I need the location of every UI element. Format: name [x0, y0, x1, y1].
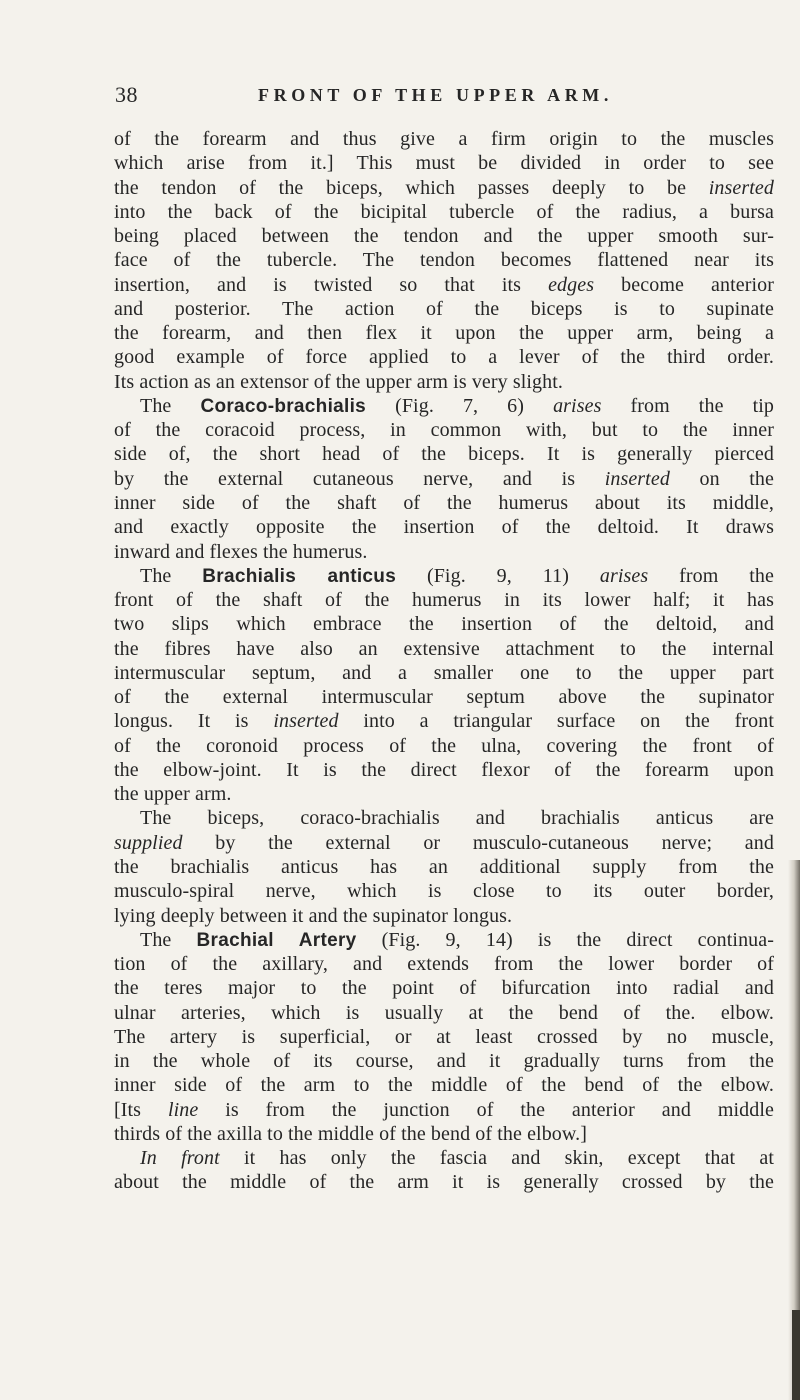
text-run: insertion, and is twisted so that its	[114, 273, 549, 296]
text-line	[114, 491, 774, 515]
text-run: into the back of the bicipital tubercle of the radius, a bursa	[114, 200, 774, 223]
text-run: (Fig. 7, 6)	[366, 394, 554, 417]
text-run: face of the tubercle. The tendon becomes flattened near its	[114, 249, 774, 272]
text-run: Its action as an extensor of the upper arm is very slight.	[114, 370, 564, 393]
text-run: about the middle of the arm it is generally crossed by the	[114, 1171, 774, 1194]
text-line	[114, 540, 774, 564]
italic-term: inserted	[604, 467, 670, 490]
text-line	[114, 709, 774, 733]
text-line	[114, 248, 774, 272]
text-line	[114, 321, 774, 345]
text-run: the upper arm.	[114, 783, 232, 806]
text-run: lying deeply between it and the supinator longus.	[114, 904, 513, 927]
text-run: tion of the axillary, and extends from the lower border of	[114, 953, 774, 976]
text-run: inner side of the arm to the middle of the bend of the elbow.	[114, 1074, 774, 1097]
text-line	[114, 1025, 774, 1049]
text-run: side of, the short head of the biceps. It is generally pierced	[114, 443, 774, 466]
text-run: of the coronoid process of the ulna, covering the front of	[114, 734, 774, 757]
text-run: the fibres have also an extensive attachment to the internal	[114, 637, 774, 660]
text-run: front of the shaft of the humerus in its lower half; it has	[114, 589, 774, 612]
text-run: is from the junction of the anterior and middle	[198, 1098, 774, 1121]
italic-term: In front	[140, 1147, 220, 1170]
italic-term: arises	[599, 564, 649, 587]
text-run: the teres major to the point of bifurcation into radial and	[114, 977, 774, 1000]
text-run: (Fig. 9, 14) is the direct continua-	[356, 928, 775, 951]
text-run: being placed between the tendon and the upper smooth sur-	[114, 225, 774, 248]
text-line	[114, 1098, 774, 1122]
text-line	[114, 1146, 774, 1170]
text-run: become anterior	[594, 273, 774, 296]
text-line	[114, 976, 774, 1000]
italic-term: arises	[553, 394, 602, 417]
text-line	[114, 612, 774, 636]
text-run: into a triangular surface on the front	[338, 710, 775, 733]
text-line	[114, 904, 774, 928]
text-run: two slips which embrace the insertion of the deltoid, and	[114, 613, 774, 636]
text-line	[114, 637, 774, 661]
text-line	[114, 588, 774, 612]
text-line	[114, 1001, 774, 1025]
text-run: by the external or musculo-cutaneous nerve; and	[182, 831, 774, 854]
text-run: ulnar arteries, which is usually at the bend of the. elbow.	[114, 1001, 774, 1024]
text-line	[114, 127, 774, 151]
text-run: the forearm, and then flex it upon the upper arm, being a	[114, 322, 774, 345]
text-run: thirds of the axilla to the middle of the bend of the elbow.]	[114, 1122, 588, 1145]
text-run: musculo-spiral nerve, which is close to its outer border,	[114, 880, 774, 903]
text-line	[114, 442, 774, 466]
italic-term: edges	[548, 273, 595, 296]
text-line	[114, 806, 774, 830]
text-run: the tendon of the biceps, which passes deeply to be	[114, 176, 709, 199]
text-run: longus. It is	[114, 710, 274, 733]
text-line	[114, 879, 774, 903]
text-line	[114, 928, 774, 952]
italic-term: inserted	[708, 176, 774, 199]
text-line	[114, 952, 774, 976]
text-run: The	[140, 394, 201, 417]
text-line	[114, 394, 774, 418]
muscle-heading: Brachialis anticus	[202, 565, 397, 587]
italic-term: inserted	[273, 710, 339, 733]
text-line	[114, 758, 774, 782]
text-run: inward and flexes the humerus.	[114, 540, 368, 563]
body-text	[114, 127, 774, 1195]
text-line	[114, 1073, 774, 1097]
text-run: The artery is superficial, or at least crossed by no muscle,	[114, 1025, 774, 1048]
text-line	[114, 273, 774, 297]
text-line	[114, 515, 774, 539]
text-run: on the	[669, 467, 774, 490]
text-line	[114, 176, 774, 200]
text-run: The biceps, coraco-brachialis and brachialis anticus are	[140, 807, 774, 830]
text-run: of the coracoid process, in common with, but to the inner	[114, 419, 774, 442]
text-run: in the whole of its course, and it gradually turns from the	[114, 1050, 774, 1073]
italic-term: supplied	[114, 831, 183, 854]
page-number: 38	[115, 82, 138, 107]
text-run: (Fig. 9, 11)	[396, 564, 600, 587]
text-run: of the external intermuscular septum above the supinator	[114, 686, 774, 709]
text-line	[114, 734, 774, 758]
text-line	[114, 1170, 774, 1194]
text-line	[114, 418, 774, 442]
text-run: of the forearm and thus give a firm origin to the muscles	[114, 128, 774, 150]
text-run: the brachialis anticus has an additional supply from the	[114, 855, 774, 878]
text-line	[114, 1122, 774, 1146]
muscle-heading: Brachial Artery	[196, 929, 357, 951]
text-line	[114, 467, 774, 491]
text-line	[114, 370, 774, 394]
text-run: inner side of the shaft of the humerus about its middle,	[114, 491, 774, 514]
text-line	[114, 661, 774, 685]
text-line	[114, 855, 774, 879]
text-run: by the external cutaneous nerve, and is	[114, 467, 605, 490]
italic-term: line	[167, 1098, 199, 1121]
text-run: good example of force applied to a lever of the third order.	[114, 346, 774, 369]
text-line	[114, 782, 774, 806]
page-edge-mark	[792, 1310, 800, 1400]
text-line	[114, 345, 774, 369]
text-run: the elbow-joint. It is the direct flexor of the forearm upon	[114, 758, 774, 781]
text-run: The	[140, 928, 197, 951]
text-run: and exactly opposite the insertion of the deltoid. It draws	[114, 516, 774, 539]
text-run: from the tip	[601, 394, 774, 417]
text-run: it has only the fascia and skin, except that at	[219, 1147, 774, 1170]
text-run: The	[140, 564, 203, 587]
page-header	[115, 82, 775, 112]
muscle-heading: Coraco-brachialis	[200, 395, 367, 417]
text-run: which arise from it.] This must be divided in order to see	[114, 152, 774, 175]
text-run: from the	[648, 564, 774, 587]
text-run: and posterior. The action of the biceps is to supinate	[114, 297, 774, 320]
text-line	[114, 200, 774, 224]
text-line	[114, 831, 774, 855]
text-line	[114, 297, 774, 321]
running-title: FRONT OF THE UPPER ARM.	[258, 85, 613, 105]
text-run: intermuscular septum, and a smaller one to the upper part	[114, 661, 774, 684]
text-line	[114, 564, 774, 588]
text-line	[114, 224, 774, 248]
text-run: [Its	[114, 1098, 168, 1121]
text-line	[114, 151, 774, 175]
text-line	[114, 685, 774, 709]
text-line	[114, 1049, 774, 1073]
